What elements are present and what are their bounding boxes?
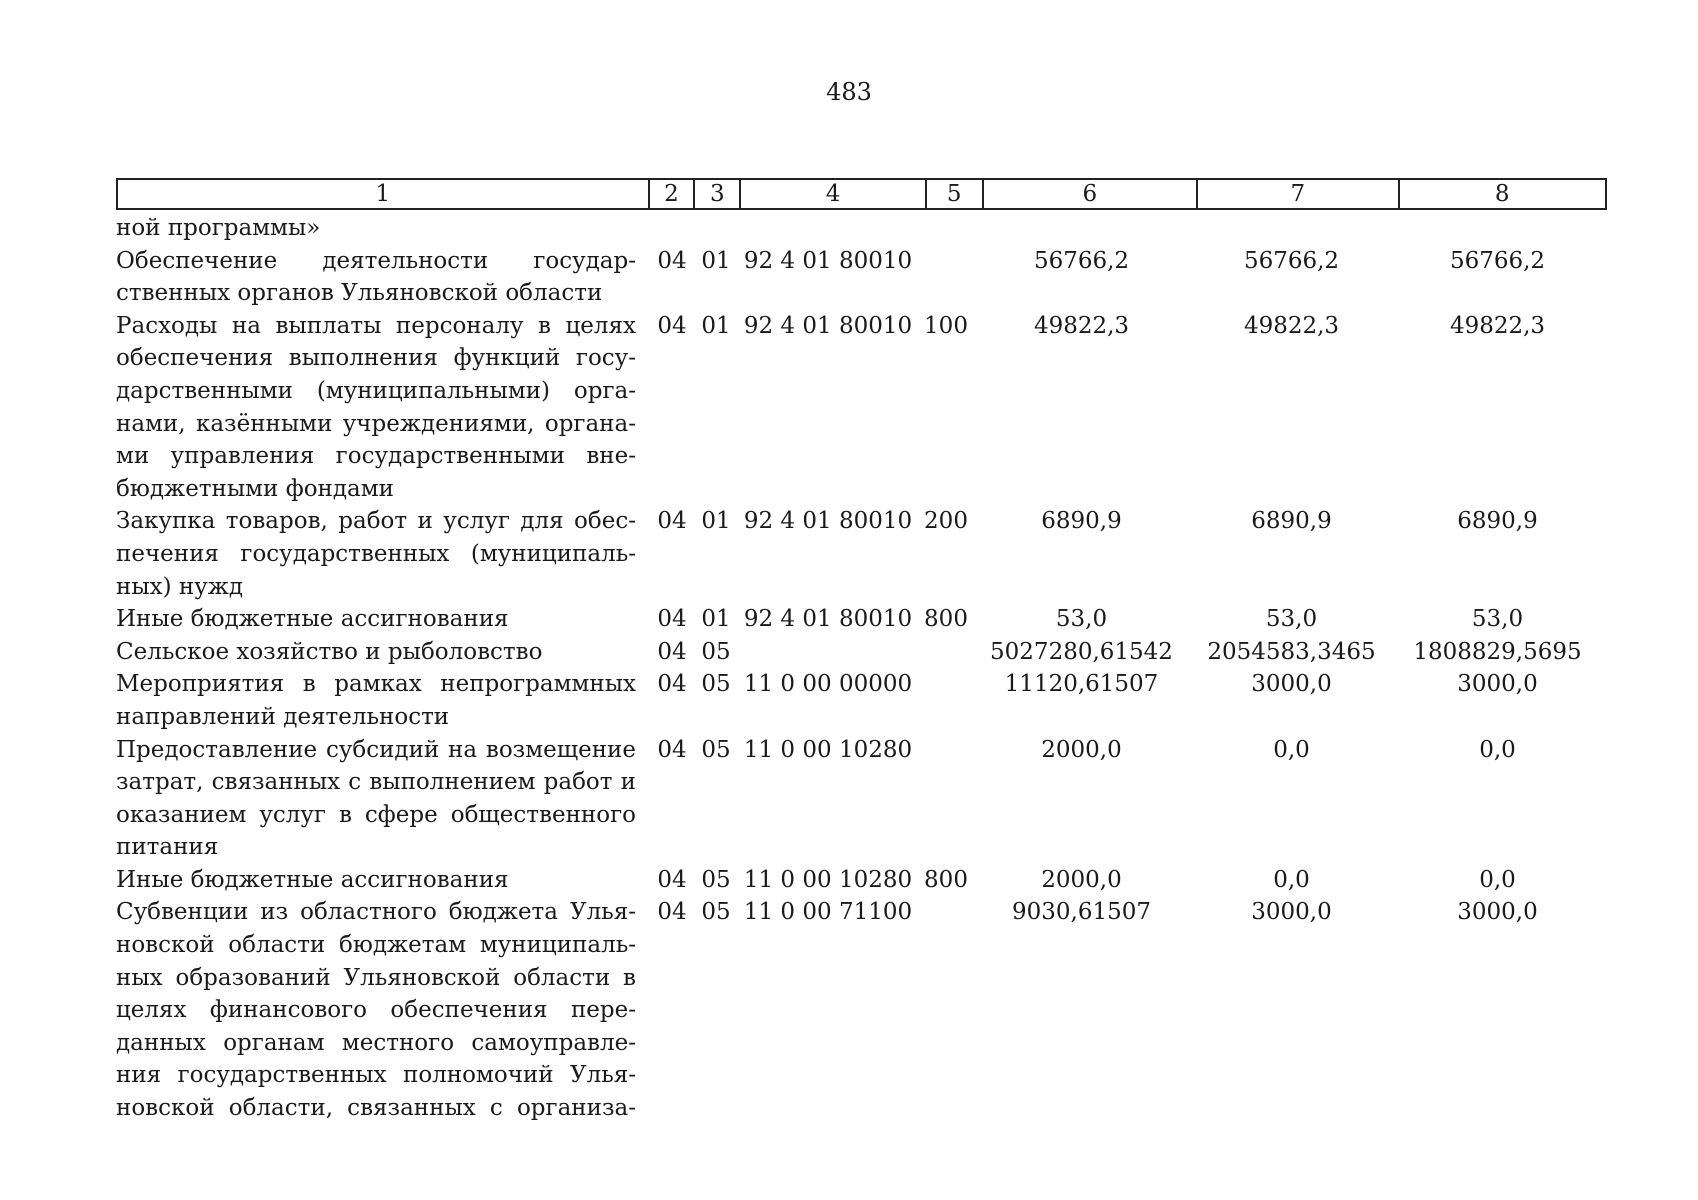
expense-type-code: 800 [924,866,968,893]
amount-col-8: 53,0 [1471,606,1524,633]
row-description [116,603,636,636]
table-row [116,636,1607,669]
description-line: ния государственных полномочий Улья- [116,1062,636,1089]
amount-col-6: 56766,2 [1033,247,1130,274]
description-line: затрат, связанных с выполнением работ и [116,769,636,796]
description-line: Мероприятия в рамках непрограммных [116,671,636,698]
description-line: оказанием услуг в сфере общественного [116,801,636,828]
amount-col-7: 2054583,3465 [1207,638,1376,665]
target-article-code: 11 0 00 10280 [743,736,913,763]
amount-col-6: 49822,3 [1033,312,1130,339]
description-line: Сельское хозяйство и рыболовство [116,638,543,665]
table-row [116,245,1607,310]
subsection-code: 05 [701,638,731,665]
header-col-5: 5 [927,180,984,208]
amount-col-6: 9030,61507 [1011,899,1151,926]
amount-col-7: 3000,0 [1251,671,1332,698]
section-code: 04 [657,508,687,535]
table-row [116,310,1607,506]
target-article-code: 11 0 00 10280 [743,866,913,893]
table-row [116,212,1607,245]
table-row [116,505,1607,603]
description-line: дарственными (муниципальными) орга- [116,377,636,404]
expense-type-code [918,212,974,245]
description-line: ственных органов Ульяновской области [116,280,603,307]
description-line: питания [116,834,219,861]
description-line: ной программы» [116,215,321,241]
amount-col-8: 3000,0 [1457,899,1538,926]
description-line: бюджетными фондами [116,475,394,502]
expense-type-code [918,896,974,1124]
header-col-6: 6 [984,180,1198,208]
amount-col-8: 0,0 [1479,736,1516,763]
description-line: Закупка товаров, работ и услуг для обес- [116,508,636,535]
amount-col-6: 53,0 [1055,606,1108,633]
header-col-3: 3 [695,180,741,208]
expense-type-code [918,245,974,310]
description-line: Иные бюджетные ассигнования [116,606,509,633]
description-line: данных органам местного самоуправле- [116,1029,636,1056]
amount-col-8: 1808829,5695 [1413,638,1582,665]
target-article-code: 92 4 01 80010 [743,247,913,274]
section-code: 04 [657,312,687,339]
description-line: Предоставление субсидий на возмещение [116,736,636,763]
amount-col-7: 6890,9 [1251,508,1332,535]
subsection-code: 01 [701,312,731,339]
page-number: 483 [826,78,872,106]
table-row [116,896,1607,1124]
amount-col-7: 0,0 [1273,736,1310,763]
table-header [116,178,1607,210]
expense-type-code [918,668,974,733]
description-line: Иные бюджетные ассигнования [116,866,509,893]
subsection-code: 01 [701,247,731,274]
amount-col-7: 56766,2 [1243,247,1340,274]
description-line: ных образований Ульяновской области в [116,964,636,991]
description-line: целях финансового обеспечения пере- [116,997,636,1024]
amount-col-7: 53,0 [1265,606,1318,633]
description-line: Субвенции из областного бюджета Улья- [116,899,636,926]
amount-col-8: 3000,0 [1457,671,1538,698]
table-row [116,603,1607,636]
target-article-code [738,212,918,245]
section-code: 04 [657,866,687,893]
description-line: обеспечения выполнения функций госу- [116,345,636,372]
row-description [116,212,636,245]
description-line: печения государственных (муниципаль- [116,540,636,567]
description-line: ми управления государственными вне- [116,443,636,470]
amount-col-7 [1189,212,1394,245]
amount-col-8: 0,0 [1479,866,1516,893]
row-description [116,245,636,310]
header-col-1: 1 [118,180,650,208]
amount-col-6: 5027280,61542 [990,638,1173,665]
table-body [116,212,1607,1125]
row-description [116,734,636,864]
target-article-code: 92 4 01 80010 [743,508,913,535]
header-col-8: 8 [1494,181,1510,207]
section-code: 04 [657,247,687,274]
subsection-code: 01 [701,606,731,633]
description-line: новской области бюджетам муниципаль- [116,932,636,959]
section-code: 04 [657,638,687,665]
description-line: нами, казёнными учреждениями, органа- [116,410,636,437]
row-description [116,310,636,506]
amount-col-6: 2000,0 [1041,866,1122,893]
table-row [116,668,1607,733]
description-line: ных) нужд [116,573,244,600]
description-line: Обеспечение деятельности государ- [116,247,636,274]
target-article-code: 92 4 01 80010 [743,312,913,339]
expense-type-code [918,636,974,669]
expense-type-code [918,734,974,864]
amount-col-7: 0,0 [1273,866,1310,893]
expense-type-code: 100 [924,312,968,339]
section-code: 04 [657,899,687,926]
subsection-code: 05 [701,671,731,698]
subsection-code [694,212,738,245]
expense-type-code: 800 [924,606,968,633]
header-col-4: 4 [741,180,927,208]
row-description [116,636,636,669]
target-article-code [738,636,918,669]
target-article-code: 11 0 00 00000 [743,671,913,698]
row-description [116,896,636,1124]
expense-type-code: 200 [924,508,968,535]
amount-col-7: 3000,0 [1251,899,1332,926]
description-line: новской области, связанных с организа- [116,1095,636,1122]
amount-col-8 [1394,212,1601,245]
target-article-code: 92 4 01 80010 [743,606,913,633]
section-code: 04 [657,671,687,698]
amount-col-6 [974,212,1189,245]
section-code: 04 [657,606,687,633]
amount-col-8: 6890,9 [1457,508,1538,535]
subsection-code: 05 [701,899,731,926]
description-line: направлений деятельности [116,703,450,730]
section-code: 04 [657,736,687,763]
amount-col-8: 56766,2 [1449,247,1546,274]
table-row [116,734,1607,864]
section-code [650,212,694,245]
target-article-code: 11 0 00 71100 [743,899,913,926]
row-description [116,668,636,733]
header-col-2: 2 [650,180,696,208]
amount-col-6: 2000,0 [1041,736,1122,763]
table-row [116,864,1607,897]
subsection-code: 05 [701,736,731,763]
subsection-code: 01 [701,508,731,535]
description-line: Расходы на выплаты персоналу в целях [116,312,636,339]
header-col-7: 7 [1198,180,1399,208]
row-description [116,505,636,603]
subsection-code: 05 [701,866,731,893]
row-description [116,864,636,897]
amount-col-6: 6890,9 [1041,508,1122,535]
amount-col-7: 49822,3 [1243,312,1340,339]
amount-col-6: 11120,61507 [1004,671,1159,698]
amount-col-8: 49822,3 [1449,312,1546,339]
